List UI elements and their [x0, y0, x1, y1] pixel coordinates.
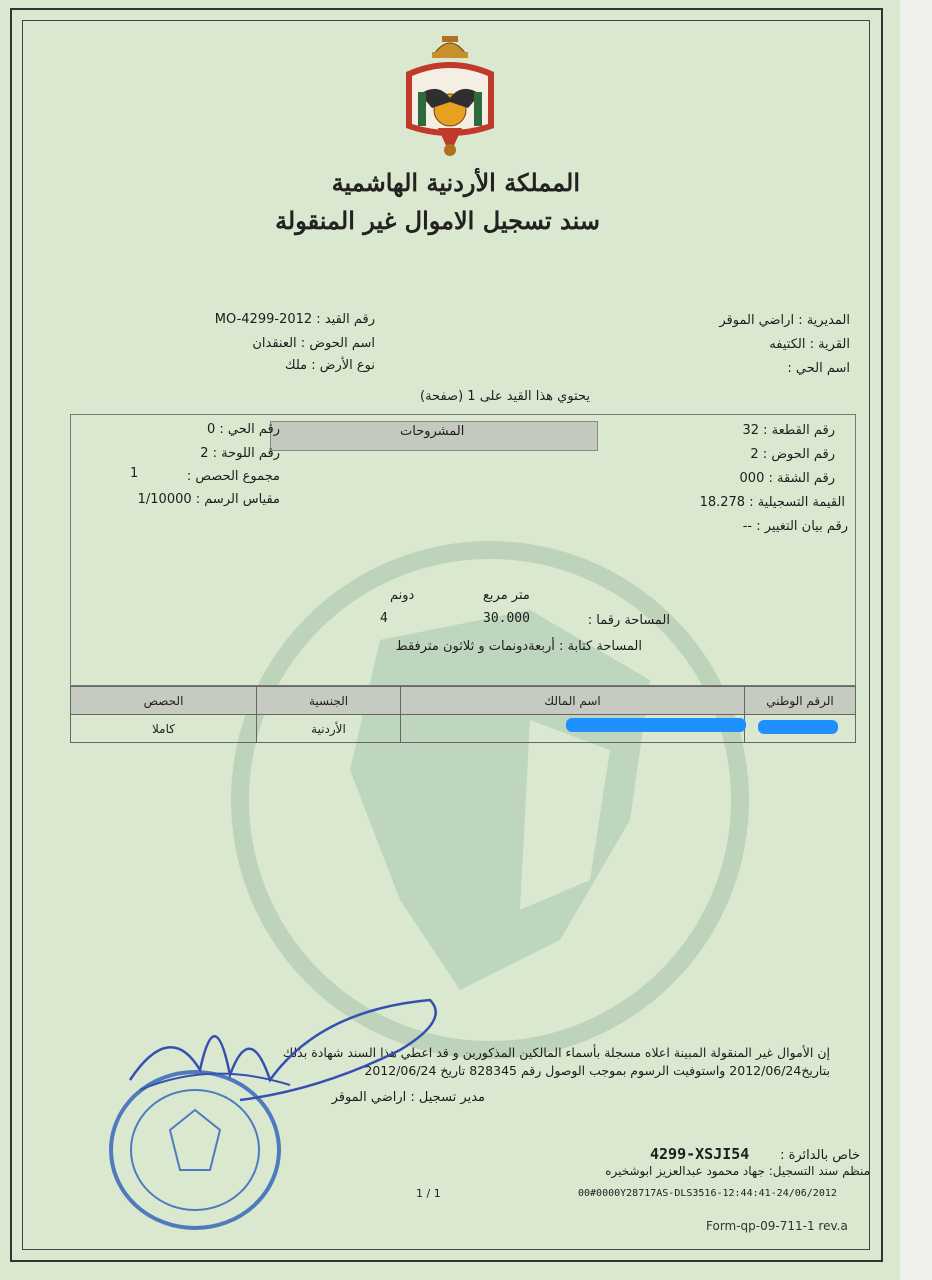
header-share: الحصص	[70, 686, 257, 715]
area-numeric-label: المساحة رقما :	[587, 613, 670, 628]
reference-code: 00#0000Y28717AS-DLS3516-12:44:41-24/06/2012	[578, 1188, 837, 1199]
document-title: سند تسجيل الاموال غير المنقولة	[275, 206, 600, 235]
shares-total-value: 1	[130, 466, 139, 481]
directorate-label: المديرية : اراضي الموقر	[719, 313, 850, 328]
redacted-owner-name	[566, 718, 746, 732]
coat-of-arms-icon	[398, 32, 502, 164]
apartment-number: رقم الشقة : 000	[739, 471, 835, 486]
neighborhood-label: اسم الحي :	[787, 361, 850, 376]
change-statement: رقم بيان التغيير : --	[742, 519, 848, 534]
header-owner-name: اسم المالك	[400, 686, 745, 715]
signature	[120, 980, 450, 1120]
header-national-id: الرقم الوطني	[744, 686, 856, 715]
unit-dunum: دونم	[390, 588, 415, 603]
registrar-line: مدير تسجيل : اراضي الموقر	[331, 1090, 485, 1105]
header-nationality: الجنسية	[256, 686, 401, 715]
area-dunum-value: 4	[380, 611, 388, 626]
registration-organizer: منظم سند التسجيل: جهاد محمود عبدالعزيز ابوشخيره	[605, 1164, 870, 1178]
basin-name: اسم الحوض : العنقدان	[252, 336, 375, 351]
form-code: Form-qp-09-711-1 rev.a	[706, 1219, 848, 1233]
certification-line-2: بتاريخ2012/06/24 واستوفيت الرسوم بموجب الوصول رقم 828345 تاريخ 2012/06/24	[364, 1063, 830, 1078]
redacted-national-id	[758, 720, 838, 734]
certification-line-1: إن الأموال غير المنقولة المبينة اعلاه مسجلة بأسماء المالكين المذكورين و قد اعطي هذا السند شهادة بذلك	[282, 1045, 830, 1060]
kingdom-title: المملكة الأردنية الهاشمية	[331, 168, 580, 197]
background-strip	[900, 0, 932, 1280]
land-type: نوع الأرض : ملك	[284, 358, 375, 373]
basin-number: رقم الحوض : 2	[750, 447, 835, 462]
office-label: خاص بالدائرة :	[780, 1148, 860, 1163]
pages-line: يحتوي هذا القيد على 1 (صفحة)	[420, 389, 590, 404]
unit-sqm: متر مربع	[483, 588, 530, 603]
registered-value: القيمة التسجيلية : 18.278	[699, 495, 845, 510]
projects-label: المشروحات	[400, 424, 465, 439]
record-number: رقم القيد : 2012-MO-4299	[214, 312, 375, 327]
page-indicator: 1 / 1	[416, 1187, 441, 1200]
area-written: المساحة كتابة : أربعةدونمات و ثلاثون مترفقط	[395, 639, 642, 654]
area-sqm-value: 30.000	[483, 611, 530, 626]
shares-total-label: مجموع الحصص :	[186, 469, 280, 484]
district-number: رقم الحي : 0	[206, 422, 280, 437]
parcel-number: رقم القطعة : 32	[742, 423, 835, 438]
village-label: القرية : الكتيفه	[769, 337, 850, 352]
sheet-number: رقم اللوحة : 2	[200, 446, 280, 461]
scale: مقياس الرسم : 1/10000	[137, 492, 280, 507]
row-nationality: الأردنية	[256, 714, 401, 743]
office-code: 4299-XSJI54	[650, 1145, 750, 1163]
row-share: كاملا	[70, 714, 257, 743]
